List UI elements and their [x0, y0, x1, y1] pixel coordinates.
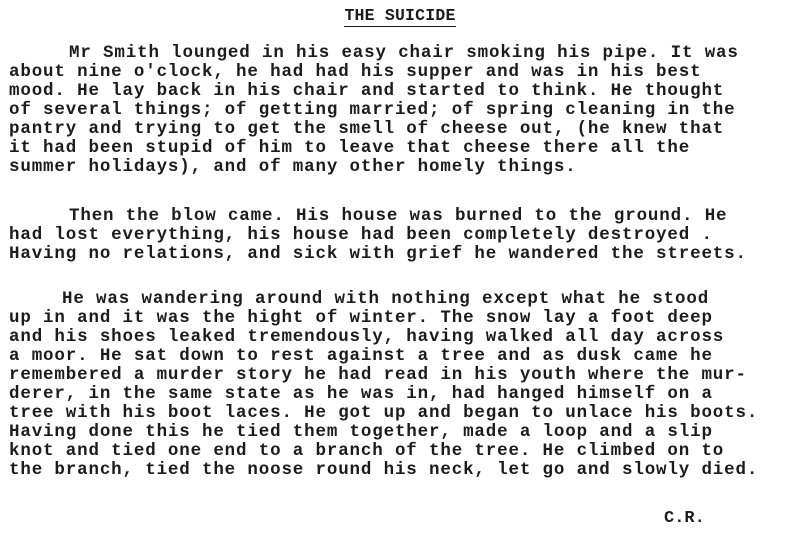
text-line: it had been stupid of him to leave that cheese there all the — [9, 138, 691, 158]
text-line: and his shoes leaked tremendously, having walked all day across — [9, 327, 725, 347]
author-initials: C.R. — [664, 509, 705, 528]
text-line: mood. He lay back in his chair and started to think. He thought — [9, 81, 725, 101]
text-line: summer holidays), and of many other homely things. — [9, 157, 577, 177]
text-line: knot and tied one end to a branch of the tree. He climbed on to — [9, 441, 725, 461]
text-line: pantry and trying to get the smell of cheese out, (he knew that — [9, 119, 725, 139]
page-title — [0, 6, 800, 25]
text-line: Having done this he tied them together, made a loop and a slip — [9, 422, 713, 442]
text-line: He was wandering around with nothing except what he stood — [62, 289, 710, 309]
text-line: Then the blow came. His house was burned to the ground. He — [69, 206, 728, 226]
text-line: the branch, tied the noose round his neck, let go and slowly died. — [9, 460, 759, 480]
text-line: tree with his boot laces. He got up and began to unlace his boots. — [9, 403, 759, 423]
text-line: a moor. He sat down to rest against a tree and as dusk came he — [9, 346, 713, 366]
text-line: about nine o'clock, he had had his supper and was in his best — [9, 62, 702, 82]
text-line: remembered a murder story he had read in his youth where the mur- — [9, 365, 747, 385]
text-line: of several things; of getting married; of spring cleaning in the — [9, 100, 736, 120]
text-line: up in and it was the hight of winter. The snow lay a foot deep — [9, 308, 713, 328]
text-line: derer, in the same state as he was in, had hanged himself on a — [9, 384, 713, 404]
text-line: had lost everything, his house had been completely destroyed . — [9, 225, 713, 245]
title-text: THE SUICIDE — [344, 6, 456, 25]
text-line: Mr Smith lounged in his easy chair smoking his pipe. It was — [69, 43, 739, 63]
text-line: Having no relations, and sick with grief he wandered the streets. — [9, 244, 747, 264]
